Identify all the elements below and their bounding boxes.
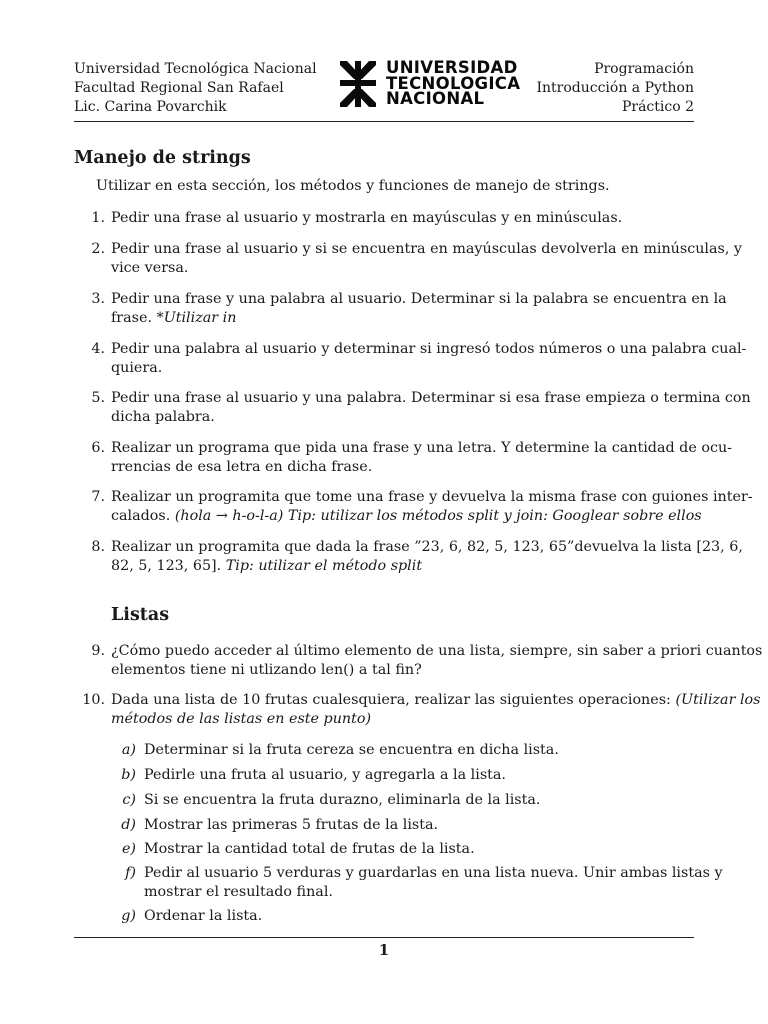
item-text: rrencias de esa letra en dicha frase. — [111, 458, 373, 475]
sub-item-label: f) — [125, 865, 136, 881]
item-text: Pedir una frase al usuario y una palabra. Determinar si esa frase empieza o termina con — [111, 390, 751, 406]
page-number: 1 — [378, 941, 390, 959]
item-text: vice versa. — [111, 259, 189, 276]
logo-line-2: TECNOLOGICA — [386, 73, 521, 93]
sub-item-label: a) — [121, 742, 136, 758]
section-title-lists: Listas — [111, 605, 170, 625]
item-hint: métodos de las listas en este punto) — [111, 710, 372, 727]
sub-item-label: g) — [121, 908, 136, 924]
sub-item-label: c) — [122, 792, 136, 808]
item-number: 9. — [91, 643, 105, 659]
item-text: calados. — [111, 507, 171, 524]
item-text: ¿Cómo puedo acceder al último elemento de una lista, siempre, sin saber a priori cuantos — [111, 643, 763, 659]
item-number: 10. — [82, 692, 105, 708]
footer-divider — [74, 937, 694, 938]
sub-item-text: Pedir al usuario 5 verduras y guardarlas en una lista nueva. Unir ambas listas y — [144, 865, 723, 881]
item-text: frase. — [111, 309, 152, 326]
item-number: 6. — [91, 440, 105, 456]
sub-item-text: mostrar el resultado final. — [144, 883, 333, 900]
header-right — [536, 60, 694, 117]
course-area: Programación — [594, 61, 694, 77]
item-number: 2. — [91, 241, 105, 257]
item-text: 82, 5, 123, 65]. — [111, 557, 222, 574]
item-text: Pedir una palabra al usuario y determinar si ingresó todos números o una palabra cual- — [111, 341, 747, 357]
logo-line-1: UNIVERSIDAD — [386, 58, 518, 77]
item-text: Realizar un programita que dada la frase ”23, 6, 82, 5, 123, 65”devuelva la lista [23, 6, — [111, 539, 743, 555]
sub-item-text: Si se encuentra la fruta durazno, eliminarla de la lista. — [144, 792, 541, 808]
faculty-name: Facultad Regional San Rafael — [74, 80, 284, 96]
page-header — [74, 60, 694, 122]
sub-item-label: d) — [121, 817, 136, 833]
section-intro: Utilizar en esta sección, los métodos y funciones de manejo de strings. — [96, 178, 610, 194]
item-hint: (hola → h-o-l-a) Tip: utilizar los métodos split y join: Googlear sobre ellos — [170, 507, 702, 524]
item-number: 8. — [91, 539, 105, 555]
sub-item-label: e) — [121, 841, 136, 857]
item-text: elementos tiene ni utlizando len() a tal fin? — [111, 661, 422, 678]
item-text: Realizar un programita que tome una frase y devuelva la misma frase con guiones inter- — [111, 489, 753, 505]
sub-item-text: Mostrar las primeras 5 frutas de la lista. — [144, 817, 439, 833]
utn-logo — [338, 60, 534, 110]
item-hint: (Utilizar los — [675, 692, 761, 708]
item-text: Realizar un programa que pida una frase y una letra. Y determine la cantidad de ocu- — [111, 440, 732, 456]
section-title-strings: Manejo de strings — [74, 148, 251, 168]
logo-line-3: NACIONAL — [386, 89, 485, 108]
item-number: 5. — [91, 390, 105, 406]
sub-item-text: Determinar si la fruta cereza se encuentra en dicha lista. — [144, 742, 559, 758]
course-name: Introducción a Python — [536, 80, 694, 96]
university-name: Universidad Tecnológica Nacional — [74, 61, 317, 77]
item-text: dicha palabra. — [111, 408, 215, 425]
sub-item-label: b) — [121, 767, 136, 783]
item-number: 4. — [91, 341, 105, 357]
item-number: 3. — [91, 291, 105, 307]
sub-item-text: Mostrar la cantidad total de frutas de la lista. — [144, 841, 475, 857]
sub-item-text: Ordenar la lista. — [144, 908, 263, 924]
item-number: 7. — [91, 489, 105, 505]
item-text: Pedir una frase al usuario y mostrarla en mayúsculas y en minúsculas. — [111, 210, 623, 226]
item-text: quiera. — [111, 359, 163, 376]
header-divider — [74, 121, 694, 122]
utn-emblem-icon — [338, 61, 378, 107]
item-text: Dada una lista de 10 frutas cualesquiera, realizar las siguientes operaciones: — [111, 692, 671, 708]
sub-item-text: Pedirle una fruta al usuario, y agregarla a la lista. — [144, 767, 506, 783]
header-left — [74, 60, 317, 117]
practice-number: Práctico 2 — [621, 99, 694, 115]
item-hint: Tip: utilizar el método split — [221, 557, 423, 574]
item-text: Pedir una frase al usuario y si se encuentra en mayúsculas devolverla en minúsculas, y — [111, 241, 743, 257]
item-hint: *Utilizar in — [152, 309, 237, 326]
teacher-name: Lic. Carina Povarchik — [74, 99, 227, 115]
item-text: Pedir una frase y una palabra al usuario. Determinar si la palabra se encuentra en la — [111, 291, 727, 307]
item-number: 1. — [91, 210, 105, 226]
logo-wordmark — [386, 60, 520, 107]
